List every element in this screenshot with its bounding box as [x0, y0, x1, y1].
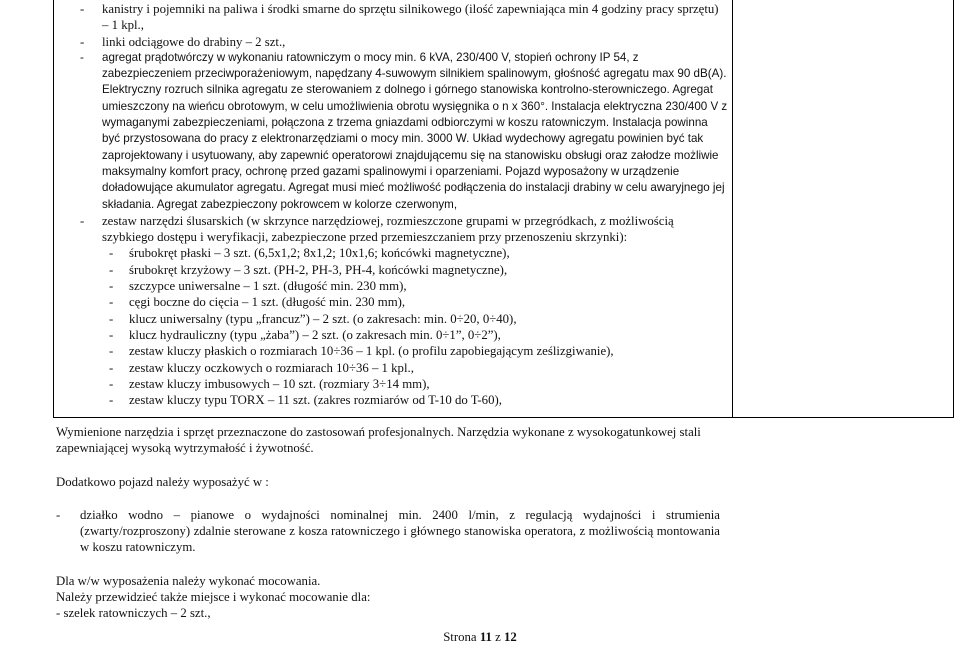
sublist-item: - klucz hydrauliczny (typu „żaba”) – 2 szt. (o zakresach min. 0÷1”, 0÷2”),: [109, 327, 501, 342]
sublist-item: - zestaw kluczy oczkowych o rozmiarach 10÷36 – 1 kpl.,: [109, 360, 414, 375]
sublist-item: - szczypce uniwersalne – 1 szt. (długość min. 230 mm),: [109, 279, 407, 294]
list-item-text: agregat prądotwórczy w wykonaniu ratowniczym o mocy min. 6 kVA, 230/400 V, stopień ochrony IP 54, z zabezpieczeniem przeciwporażeniowym, napędzany 4-suwowym silnikiem spalinowym, głośność agregatu max 90 dB(A). Elektryczny rozruch silnika agregatu ze sterowaniem z dolnego i górnego stanowiska kontrolno-sterowniczego. Agregat umieszczony na wieńcu obrotowym, w celu umożliwienia obrotu wysięgnika o n x 360°. Instalacja elektryczna 230/400 V z wymaganymi zabezpieczeniami, połączona z trzema gniazdami odbiorczymi w koszu ratowniczym. Instalacja powinna być przystosowana do pracy z elektronarzędziami o mocy min. 3000 W. Układ wydechowy agregatu powinien być tak zaprojektowany i usytuowany, aby zapewnić operatorowi znajdującemu się na stanowisku obsługi oraz załodze możliwie maksymalny komfort pracy, ochronę przed gazami spalinowymi i oparzeniami. Pojazd wyposażony w urządzenie doładowujące akumulator agregatu. Agregat musi mieć możliwość podłączenia do instalacji drabiny w celu awaryjnego jej składania. Agregat zabezpieczony pokrowcem w kolorze czerwonym,: [102, 50, 728, 211]
page-footer: Strona 11 z 12: [443, 630, 517, 644]
water-foam-cannon-text: działko wodno – pianowe o wydajności nominalnej min. 2400 l/min, z regulacją wydajności i strumienia (zwarty/rozproszony) zdalnie sterowane z kosza ratowniczego i głównego stanowiska operatora, z możliwością montowania w koszu ratowniczym.: [80, 507, 720, 555]
sublist-item: - klucz uniwersalny (typu „francuz”) – 2 szt. (o zakresach: min. 0÷20, 0÷40),: [109, 311, 517, 326]
harness-line: - szelek ratowniczych – 2 szt.,: [56, 606, 211, 621]
list-item: - działko wodno – pianowe o wydajności nominalnej min. 2400 l/min, z regulacją wydajności i strumienia (zwarty/rozproszony) zdalnie sterowane z kosza ratowniczego i głównego stanowiska operatora, z możliwością montowania w koszu ratowniczym.: [56, 507, 720, 555]
mounting-space-note: Należy przewidzieć także miejsce i wykonać mocowanie dla:: [56, 590, 371, 605]
equipment-list: [58, 1, 728, 408]
tools-note-paragraph: Wymienione narzędzia i sprzęt przeznaczone do zastosowań profesjonalnych. Narzędzia wykonane z wysokogatunkowej stali zapewniającej wysoką wytrzymałość i żywotność.: [56, 425, 701, 456]
sublist-item: - zestaw kluczy typu TORX – 11 szt. (zakres rozmiarów od T-10 do T-60),: [109, 393, 502, 408]
current-page-number: 11: [479, 630, 492, 644]
sublist-item: - śrubokręt płaski – 3 szt. (6,5x1,2; 8x1,2; 10x1,6; końcówki magnetyczne),: [109, 246, 510, 261]
table-cell-right: [732, 0, 954, 418]
list-item-text: linki odciągowe do drabiny – 2 szt.,: [102, 34, 286, 49]
additional-requirements: [56, 424, 720, 622]
total-pages-number: 12: [504, 630, 517, 644]
list-item: - linki odciągowe do drabiny – 2 szt.,: [80, 34, 286, 49]
list-item: - zestaw narzędzi ślusarskich (w skrzynce narzędziowej, rozmieszczone grupami w przegródkach, z możliwością szybkiego dostępu i weryfikacji, zabezpieczone przed przemieszczaniem przy przenoszeniu skrzynki):: [80, 213, 674, 245]
sublist-item: - śrubokręt krzyżowy – 3 szt. (PH-2, PH-3, PH-4, końcówki magnetyczne),: [109, 262, 508, 277]
mounting-note: Dla w/w wyposażenia należy wykonać mocowania.: [56, 573, 321, 588]
sublist-item: - zestaw kluczy płaskich o rozmiarach 10÷36 – 1 kpl. (o profilu zapobiegającym ześlizgiwanie),: [109, 344, 614, 359]
tool-sublist: [58, 245, 728, 408]
sublist-item: - zestaw kluczy imbusowych – 10 szt. (rozmiary 3÷14 mm),: [109, 376, 430, 391]
list-item-text: kanistry i pojemniki na paliwa i środki smarne do sprzętu silnikowego (ilość zapewniająca min 4 godziny pracy sprzętu) – 1 kpl.,: [102, 2, 719, 33]
list-item: - kanistry i pojemniki na paliwa i środki smarne do sprzętu silnikowego (ilość zapewniająca min 4 godziny pracy sprzętu) – 1 kpl.,: [80, 2, 719, 33]
list-item-text: zestaw narzędzi ślusarskich (w skrzynce narzędziowej, rozmieszczone grupami w przegródkach, z możliwością szybkiego dostępu i weryfikacji, zabezpieczone przed przemieszczaniem przy przenoszeniu skrzynki):: [102, 213, 674, 245]
sublist-item: - cęgi boczne do cięcia – 1 szt. (długość min. 230 mm),: [109, 295, 406, 310]
additional-equipment-heading: Dodatkowo pojazd należy wyposażyć w :: [56, 474, 269, 489]
list-item: - agregat prądotwórczy w wykonaniu ratowniczym o mocy min. 6 kVA, 230/400 V, stopień ochrony IP 54, z zabezpieczeniem przeciwporażeniowym, napędzany 4-suwowym silnikiem spalinowym, głośność agregatu max 90 dB(A). Elektryczny rozruch silnika agregatu ze sterowaniem z dolnego i górnego stanowiska kontrolno-sterowniczego. Agregat umieszczony na wieńcu obrotowym, w celu umożliwienia obrotu wysięgnika o n x 360°. Instalacja elektryczna 230/400 V z wymaganymi zabezpieczeniami, połączona z trzema gniazdami odbiorczymi w koszu ratowniczym. Instalacja powinna być przystosowana do pracy z elektronarzędziami o mocy min. 3000 W. Układ wydechowy agregatu powinien być tak zaprojektowany i usytuowany, aby zapewnić operatorowi znajdującemu się na stanowisku obsługi oraz załodze możliwie maksymalny komfort pracy, ochronę przed gazami spalinowymi i oparzeniami. Pojazd wyposażony w urządzenie doładowujące akumulator agregatu. Agregat musi mieć możliwość podłączenia do instalacji drabiny w celu awaryjnego jej składania. Agregat zabezpieczony pokrowcem w kolorze czerwonym,: [80, 50, 728, 211]
